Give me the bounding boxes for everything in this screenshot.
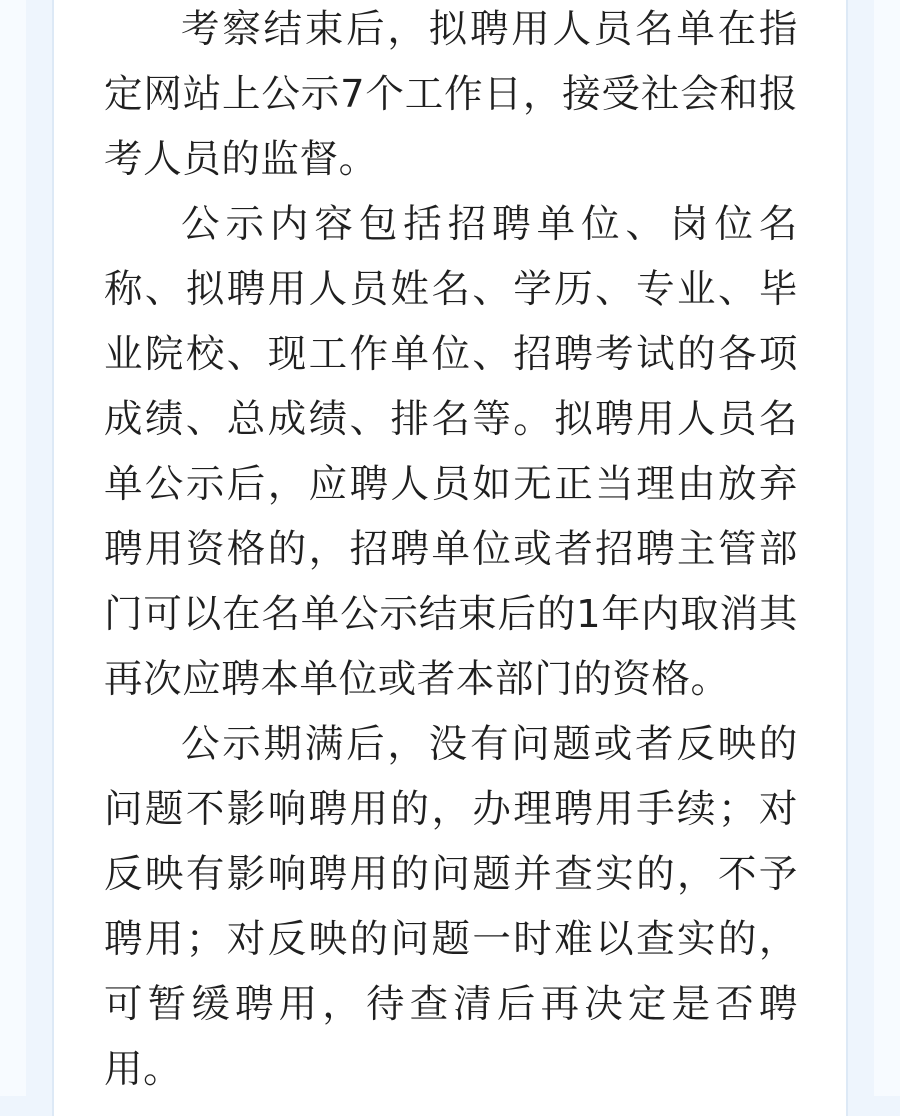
- left-page-margin: [0, 0, 26, 1096]
- paragraph-publicity-content: 公示内容包括招聘单位、岗位名称、拟聘用人员姓名、学历、专业、毕业院校、现工作单位、招聘考试的各项成绩、总成绩、排名等。拟聘用人员名单公示后，应聘人员如无正当理由放弃聘用资格的，招聘单位或者招聘主管部门可以在名单公示结束后的1年内取消其再次应聘本单位或者本部门的资格。: [104, 202, 798, 702]
- right-page-margin: [874, 0, 900, 1096]
- article-body: [104, 0, 798, 1102]
- paragraph-publicity-period: 考察结束后，拟聘用人员名单在指定网站上公示7个工作日，接受社会和报考人员的监督。: [104, 7, 798, 182]
- paragraph-after-publicity: 公示期满后，没有问题或者反映的问题不影响聘用的，办理聘用手续；对反映有影响聘用的问题并查实的，不予聘用；对反映的问题一时难以查实的，可暂缓聘用，待查清后再决定是否聘用。: [104, 722, 798, 1092]
